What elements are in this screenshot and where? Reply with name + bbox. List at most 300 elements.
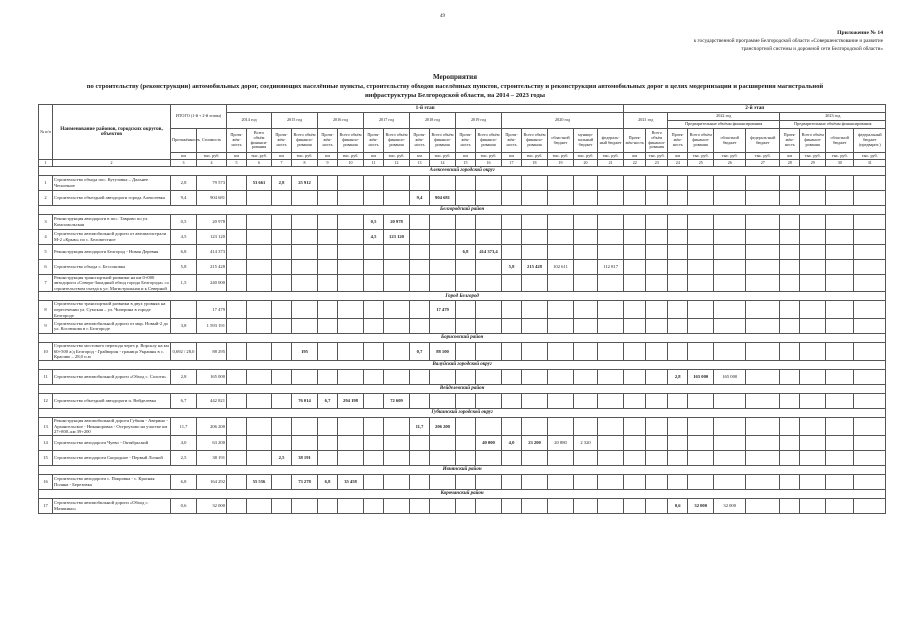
table-cell xyxy=(800,190,826,205)
table-cell xyxy=(522,417,548,435)
table-cell xyxy=(227,474,247,489)
table-cell xyxy=(714,417,746,435)
unit-km: км xyxy=(668,153,688,160)
section-title: Белгородский район xyxy=(39,205,886,214)
table-cell xyxy=(338,175,364,190)
table-cell xyxy=(227,244,247,259)
table-cell xyxy=(338,301,364,319)
table-cell xyxy=(624,474,646,489)
section-row xyxy=(39,489,886,498)
table-cell xyxy=(746,229,780,244)
unit-km: км xyxy=(272,153,292,160)
table-cell xyxy=(548,229,574,244)
table-cell xyxy=(668,259,688,274)
header-total: ИТОГО (1-й + 2-й этапы) xyxy=(171,105,227,129)
table-cell: 32 000 xyxy=(688,498,714,513)
table-cell xyxy=(598,417,624,435)
table-cell xyxy=(384,244,410,259)
table-cell xyxy=(780,393,800,408)
document-subtitle: инфраструктуры Белгородской области, на 2014 – 2023 годы xyxy=(364,92,546,99)
column-index-cell: 29 xyxy=(800,160,826,167)
header-vol: Всего объём финанси-рования xyxy=(430,129,456,153)
total-length: 0,5 xyxy=(171,214,197,229)
header-year-2023: 2023 год xyxy=(780,113,886,121)
table-cell xyxy=(410,229,430,244)
table-cell xyxy=(800,393,826,408)
header-year-2016: 2016 год xyxy=(318,113,364,129)
table-cell xyxy=(826,301,854,319)
table-cell: 2 320 xyxy=(574,435,598,450)
table-cell xyxy=(780,369,800,384)
table-body xyxy=(39,166,886,513)
table-cell xyxy=(247,301,272,319)
table-cell xyxy=(624,259,646,274)
table-cell xyxy=(384,175,410,190)
table-cell xyxy=(746,274,780,292)
table-cell xyxy=(826,435,854,450)
table-cell xyxy=(574,450,598,465)
table-cell xyxy=(714,343,746,361)
table-cell: 904 681 xyxy=(430,190,456,205)
table-cell xyxy=(502,175,522,190)
table-cell xyxy=(598,190,624,205)
total-length: 0,692 / 28,0 xyxy=(171,343,197,361)
table-row xyxy=(39,214,886,229)
unit-trub: тыс. руб. xyxy=(688,153,714,160)
unit-km: км xyxy=(364,153,384,160)
table-cell xyxy=(430,450,456,465)
row-number: 7 xyxy=(39,274,53,292)
table-cell xyxy=(714,214,746,229)
table-cell xyxy=(456,229,476,244)
table-cell xyxy=(338,214,364,229)
header-len: Протя-жён-ность xyxy=(410,129,430,153)
table-cell xyxy=(746,190,780,205)
section-title: Ивнянский район xyxy=(39,465,886,474)
table-cell xyxy=(668,319,688,334)
table-cell xyxy=(624,450,646,465)
table-cell xyxy=(826,450,854,465)
table-cell xyxy=(318,435,338,450)
table-cell xyxy=(502,301,522,319)
table-cell xyxy=(292,435,318,450)
row-number: 1 xyxy=(39,175,53,190)
column-index-cell: 15 xyxy=(456,160,476,167)
table-cell: 38 191 xyxy=(292,450,318,465)
table-cell xyxy=(456,393,476,408)
table-cell xyxy=(714,301,746,319)
object-name: Строительство мостового перехода через р. Ворсклу на км 60+500 а/д Белгород - Грайворон - граница Украины в с. Красиво – 28,0 п.м xyxy=(54,343,169,360)
table-cell xyxy=(364,274,384,292)
table-cell xyxy=(272,474,292,489)
object-name: Строительство объездной автодороги п. Вейделевка xyxy=(53,393,171,408)
table-cell xyxy=(548,474,574,489)
table-cell xyxy=(646,175,668,190)
table-cell xyxy=(476,343,502,361)
header-length: Протяжённость xyxy=(171,129,197,153)
table-cell xyxy=(338,244,364,259)
table-cell xyxy=(522,229,548,244)
table-cell xyxy=(826,498,854,513)
column-index-cell: 4 xyxy=(197,160,227,167)
column-index-cell: 3 xyxy=(171,160,197,167)
table-cell xyxy=(384,369,410,384)
table-cell xyxy=(800,259,826,274)
table-cell xyxy=(522,319,548,334)
column-index-cell: 16 xyxy=(476,160,502,167)
header-vol: Всего объём финанси-рования xyxy=(522,129,548,153)
total-length xyxy=(171,301,197,319)
column-index-cell: 26 xyxy=(714,160,746,167)
table-cell xyxy=(364,175,384,190)
table-cell: 53 661 xyxy=(247,175,272,190)
table-cell xyxy=(247,190,272,205)
table-cell xyxy=(476,229,502,244)
table-cell xyxy=(746,259,780,274)
total-cost: 88 295 xyxy=(197,343,227,361)
column-index-cell: 30 xyxy=(826,160,854,167)
table-cell xyxy=(714,190,746,205)
table-cell xyxy=(714,319,746,334)
table-cell xyxy=(668,417,688,435)
table-cell: 6,7 xyxy=(318,393,338,408)
appendix-caption xyxy=(483,29,883,53)
table-cell xyxy=(574,229,598,244)
table-cell xyxy=(410,474,430,489)
section-row xyxy=(39,166,886,175)
table-cell xyxy=(272,274,292,292)
header-vol: Всего объём финанси-рования xyxy=(476,129,502,153)
table-row xyxy=(39,450,886,465)
table-cell xyxy=(826,259,854,274)
table-cell xyxy=(227,417,247,435)
row-number: 13 xyxy=(39,417,53,435)
header-len: Протя-жён-ность xyxy=(364,129,384,153)
total-cost: 32 000 xyxy=(197,498,227,513)
row-number: 4 xyxy=(39,229,53,244)
total-cost: 442 821 xyxy=(197,393,227,408)
table-cell xyxy=(456,450,476,465)
table-cell xyxy=(476,450,502,465)
table-cell xyxy=(714,393,746,408)
table-cell xyxy=(502,450,522,465)
table-cell xyxy=(338,259,364,274)
table-cell xyxy=(800,301,826,319)
table-cell xyxy=(826,175,854,190)
table-cell xyxy=(854,435,886,450)
header-stage1: 1-й этап xyxy=(227,105,624,113)
column-index-cell: 23 xyxy=(646,160,668,167)
table-cell xyxy=(800,244,826,259)
table-cell xyxy=(598,343,624,361)
unit-trub: тыс. руб. xyxy=(826,153,854,160)
table-cell xyxy=(338,369,364,384)
table-cell xyxy=(646,259,668,274)
table-cell xyxy=(272,301,292,319)
table-cell xyxy=(364,417,384,435)
table-cell xyxy=(548,301,574,319)
table-cell xyxy=(854,343,886,361)
table-cell xyxy=(364,301,384,319)
table-cell xyxy=(746,417,780,435)
section-row xyxy=(39,334,886,343)
table-cell xyxy=(476,393,502,408)
table-cell xyxy=(364,498,384,513)
table-cell xyxy=(247,274,272,292)
table-cell xyxy=(598,435,624,450)
document-subtitle: по строительству (реконструкции) автомобильных дорог, соединяющих населённые пункты, строительству обходов населённых пунктов, строительству и реконструкция автомобильных дорог в целях модернизации и расширения магистральной xyxy=(86,83,824,90)
column-index-cell: 2 xyxy=(53,160,171,167)
table-row xyxy=(39,229,886,244)
table-cell xyxy=(227,214,247,229)
table-cell xyxy=(826,214,854,229)
table-cell xyxy=(364,474,384,489)
row-number: 11 xyxy=(39,369,53,384)
table-cell xyxy=(854,214,886,229)
table-cell xyxy=(668,435,688,450)
table-cell xyxy=(502,474,522,489)
table-cell xyxy=(430,498,456,513)
row-number: 15 xyxy=(39,450,53,465)
table-cell xyxy=(780,301,800,319)
table-cell xyxy=(746,474,780,489)
table-cell xyxy=(800,343,826,361)
table-cell: 35 458 xyxy=(338,474,364,489)
table-cell: 73 278 xyxy=(292,474,318,489)
table-cell: 20 978 xyxy=(384,214,410,229)
table-cell: 0,5 xyxy=(364,214,384,229)
total-cost: 1 593 191 xyxy=(197,319,227,334)
table-cell xyxy=(476,474,502,489)
table-cell xyxy=(476,214,502,229)
table-cell xyxy=(384,498,410,513)
table-row xyxy=(39,274,886,292)
table-cell: 6,8 xyxy=(318,474,338,489)
table-cell xyxy=(522,343,548,361)
table-cell: 72 609 xyxy=(384,393,410,408)
table-cell xyxy=(430,474,456,489)
header-fed: федераль-ный бюджет xyxy=(598,129,624,153)
table-cell xyxy=(598,369,624,384)
table-cell xyxy=(646,214,668,229)
table-cell xyxy=(318,175,338,190)
header-cost: Стоимость xyxy=(197,129,227,153)
header-len: Протя-жён-ность xyxy=(624,129,646,153)
table-cell xyxy=(364,369,384,384)
table-cell: 6,8 xyxy=(456,244,476,259)
column-index-cell: 11 xyxy=(364,160,384,167)
table-cell xyxy=(854,319,886,334)
table-cell xyxy=(338,498,364,513)
table-cell: 9,4 xyxy=(410,190,430,205)
table-cell xyxy=(502,369,522,384)
table-cell xyxy=(624,393,646,408)
section-title: Борисовский район xyxy=(39,334,886,343)
row-number: 3 xyxy=(39,214,53,229)
object-name: Строительство объездной автодороги города Алексеевка xyxy=(53,190,171,205)
table-cell xyxy=(668,393,688,408)
header-obl: областной бюджет xyxy=(826,129,854,153)
table-cell xyxy=(364,190,384,205)
total-length: 5,8 xyxy=(171,259,197,274)
table-cell xyxy=(338,319,364,334)
table-cell xyxy=(746,343,780,361)
table-cell xyxy=(646,498,668,513)
table-cell xyxy=(780,319,800,334)
header-vol: Всего объём финанси-рования xyxy=(338,129,364,153)
table-cell xyxy=(318,450,338,465)
table-cell xyxy=(456,435,476,450)
table-cell xyxy=(318,417,338,435)
table-cell xyxy=(364,435,384,450)
header-stage2: 2-й этап xyxy=(624,105,886,113)
header-len: Протя-жён-ность xyxy=(780,129,800,153)
total-length: 0,6 xyxy=(171,498,197,513)
header-year-2018: 2018 год xyxy=(410,113,456,129)
table-cell xyxy=(318,214,338,229)
table-cell xyxy=(272,214,292,229)
table-cell xyxy=(456,369,476,384)
column-index-cell: 28 xyxy=(780,160,800,167)
table-cell xyxy=(318,498,338,513)
total-cost: 17 479 xyxy=(197,301,227,319)
appendix-line: к государственной программе Белгородской области «Совершенствование и развитие xyxy=(693,38,883,44)
table-row xyxy=(39,175,886,190)
table-cell xyxy=(338,229,364,244)
table-cell xyxy=(247,435,272,450)
table-cell xyxy=(714,450,746,465)
table-cell xyxy=(476,274,502,292)
table-cell xyxy=(646,343,668,361)
table-cell xyxy=(430,175,456,190)
table-cell xyxy=(800,474,826,489)
row-number: 9 xyxy=(39,319,53,334)
header-year-2021: 2021 год xyxy=(624,113,668,129)
total-length: 6,8 xyxy=(171,244,197,259)
table-header xyxy=(39,105,886,167)
table-cell xyxy=(624,190,646,205)
table-row xyxy=(39,417,886,435)
table-row xyxy=(39,474,886,489)
table-cell xyxy=(292,319,318,334)
table-cell xyxy=(292,190,318,205)
table-cell xyxy=(688,259,714,274)
object-name: Строительство обхода пос. Кутузовка – Дальнее Чесночное xyxy=(53,175,171,190)
table-cell xyxy=(826,369,854,384)
total-cost: 164 292 xyxy=(197,474,227,489)
table-cell xyxy=(574,474,598,489)
unit-km: км xyxy=(227,153,247,160)
total-length: 3,8 xyxy=(171,319,197,334)
table-cell xyxy=(574,498,598,513)
section-row xyxy=(39,292,886,301)
table-cell xyxy=(410,244,430,259)
table-cell xyxy=(688,301,714,319)
table-cell xyxy=(646,190,668,205)
table-cell xyxy=(746,244,780,259)
table-cell xyxy=(338,343,364,361)
table-cell xyxy=(318,274,338,292)
table-cell xyxy=(548,190,574,205)
table-cell xyxy=(227,343,247,361)
table-cell xyxy=(384,417,410,435)
table-cell xyxy=(668,244,688,259)
column-index-cell: 22 xyxy=(624,160,646,167)
table-cell xyxy=(272,229,292,244)
table-row xyxy=(39,259,886,274)
table-cell xyxy=(598,175,624,190)
table-cell xyxy=(800,274,826,292)
table-row xyxy=(39,393,886,408)
header-mun: муници-пальный бюджет xyxy=(574,129,598,153)
table-cell xyxy=(502,393,522,408)
table-cell xyxy=(780,474,800,489)
table-cell xyxy=(548,214,574,229)
table-cell xyxy=(598,498,624,513)
table-cell xyxy=(502,190,522,205)
table-cell xyxy=(800,498,826,513)
table-cell xyxy=(227,190,247,205)
table-cell: 414 373,4 xyxy=(476,244,502,259)
table-cell xyxy=(746,175,780,190)
table-cell xyxy=(318,319,338,334)
unit-km: км xyxy=(456,153,476,160)
total-cost: 904 681 xyxy=(197,190,227,205)
table-cell xyxy=(668,450,688,465)
table-cell: 165 000 xyxy=(714,369,746,384)
table-cell xyxy=(854,450,886,465)
table-cell xyxy=(714,435,746,450)
table-cell xyxy=(688,435,714,450)
object-name: Реконструкция автомобильной дороги Губкин - Аверино - Архангельское - Никаноровка - Остроухово на участке км 27+800–км 39+200 xyxy=(53,417,171,435)
table-cell xyxy=(548,175,574,190)
column-index-cell: 7 xyxy=(272,160,292,167)
table-cell xyxy=(522,369,548,384)
table-cell: 20 880 xyxy=(548,435,574,450)
table-cell xyxy=(854,369,886,384)
table-cell xyxy=(522,274,548,292)
table-cell xyxy=(227,229,247,244)
unit-km: км xyxy=(318,153,338,160)
table-cell xyxy=(430,244,456,259)
unit-km: км xyxy=(171,153,197,160)
unit-trub: тыс. руб. xyxy=(598,153,624,160)
table-cell: 2,8 xyxy=(668,369,688,384)
table-cell xyxy=(272,393,292,408)
table-cell: 294 198 xyxy=(338,393,364,408)
table-cell xyxy=(548,343,574,361)
section-title: Город Белгород xyxy=(39,292,886,301)
table-cell xyxy=(227,435,247,450)
table-cell xyxy=(292,369,318,384)
table-cell xyxy=(227,319,247,334)
table-cell xyxy=(780,214,800,229)
total-length: 6,8 xyxy=(171,474,197,489)
table-cell xyxy=(574,214,598,229)
table-cell xyxy=(746,369,780,384)
table-cell xyxy=(646,301,668,319)
unit-trub: тыс. руб. xyxy=(430,153,456,160)
table-cell xyxy=(247,214,272,229)
total-cost: 206 200 xyxy=(197,417,227,435)
table-cell xyxy=(574,259,598,274)
header-num: № п/п xyxy=(39,105,53,160)
unit-trub: тыс. руб. xyxy=(714,153,746,160)
table-cell: 4,0 xyxy=(502,435,522,450)
table-cell xyxy=(410,393,430,408)
table-cell xyxy=(247,259,272,274)
table-cell xyxy=(826,190,854,205)
